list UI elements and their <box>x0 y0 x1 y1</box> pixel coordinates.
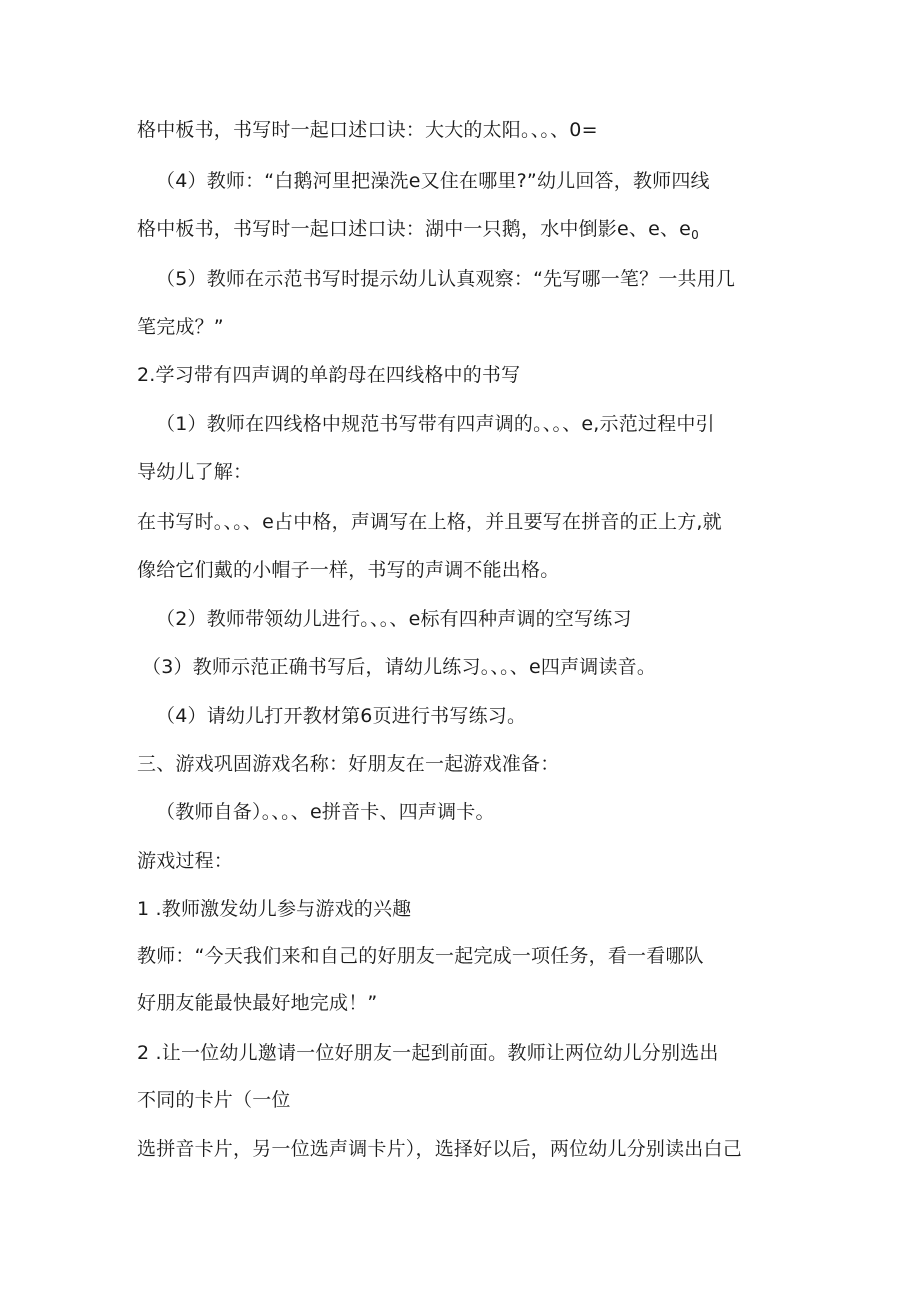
section-heading-2: 2.学习带有四声调的单韵母在四线格中的书写 <box>137 364 521 386</box>
text-line-21: 不同的卡片（一位 <box>137 1089 291 1111</box>
text-line-18: 教师：“今天我们来和自己的好朋友一起完成一项任务，看一看哪队 <box>137 945 704 967</box>
text-line-4: （5）教师在示范书写时提示幼儿认真观察：“先写哪一笔？一共用几 <box>156 268 736 290</box>
section-heading-3: 三、游戏巩固游戏名称：好朋友在一起游戏准备： <box>137 753 560 775</box>
text-line-13: （4）请幼儿打开教材第6页进行书写练习。 <box>156 705 527 727</box>
subscript-zero: 0 <box>691 228 699 242</box>
text-line-8: 导幼儿了解： <box>137 461 253 483</box>
text-line-3-body: 格中板书，书写时一起口述口诀：湖中一只鹅，水中倒影e、e、e <box>137 218 692 240</box>
text-line-10: 像给它们戴的小帽子一样，书写的声调不能出格。 <box>137 559 560 581</box>
text-line-19: 好朋友能最快最好地完成！” <box>137 992 378 1014</box>
text-line-22: 选拼音卡片，另一位选声调卡片），选择好以后，两位幼儿分别读出白己 <box>137 1138 742 1160</box>
text-line-11: （2）教师带领幼儿进行。、。、e标有四种声调的空写练习 <box>156 608 632 630</box>
text-line-1: 格中板书，书写时一起口述口诀：大大的太阳。、。、0= <box>137 119 598 141</box>
text-line-5: 笔完成？” <box>137 316 224 338</box>
text-line-16: 游戏过程： <box>137 850 234 872</box>
text-line-2: （4）教师：“白鹅河里把澡洗e又住在哪里?”幼儿回答，教师四线 <box>156 170 710 192</box>
text-line-15: （教师自备）。、。、e拼音卡、四声调卡。 <box>156 801 495 823</box>
text-line-3 <box>137 217 699 243</box>
list-item-2: 2 .让一位幼儿邀请一位好朋友一起到前面。教师让两位幼儿分别选出 <box>137 1042 719 1064</box>
text-line-9: 在书写时。、。、e占中格，声调写在上格，并且要写在拼音的正上方,就 <box>137 511 722 533</box>
list-item-1: 1 .教师激发幼儿参与游戏的兴趣 <box>137 898 412 920</box>
text-line-12: （3）教师示范正确书写后，请幼儿练习。、。、e四声调读音。 <box>142 656 657 678</box>
text-line-7: （1）教师在四线格中规范书写带有四声调的。、。、e,示范过程中引 <box>156 413 715 435</box>
